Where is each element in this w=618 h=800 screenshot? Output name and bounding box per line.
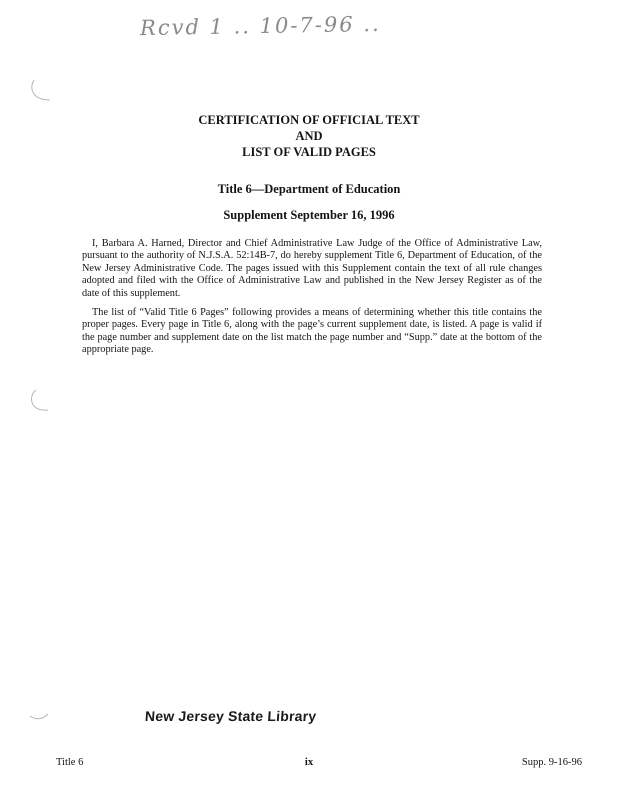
paragraph-valid-pages: The list of “Valid Title 6 Pages” following provides a means of determining whether this title contains the proper pages. Every page in Title 6, along with the page’s current supplement date, is listed. A page is valid if the page number and supplement date on the list match the page number and “Supp.” date at the bottom of the appropriate page. <box>82 307 542 356</box>
supplement-date: Supplement September 16, 1996 <box>223 208 395 222</box>
certification-header <box>0 112 618 160</box>
handwritten-received-note: Rcvd 1 .. 10-7-96 .. <box>139 11 381 41</box>
header-line-2: AND <box>295 129 323 143</box>
header-line-1: CERTIFICATION OF OFFICIAL TEXT <box>198 113 420 127</box>
certification-body <box>82 238 542 364</box>
footer-title: Title 6 <box>56 757 84 768</box>
paragraph-certification: I, Barbara A. Harned, Director and Chief Administrative Law Judge of the Office of Administrative Law, pursuant to the authority of N.J.S.A. 52:14B-7, do hereby supplement Title 6, Department of Education, of the New Jersey Administrative Code. The pages issued with this Supplement contain the text of all rule changes adopted and filed with the Office of Administrative Law and published in the New Jersey Register as of the date of this supplement. <box>82 238 542 299</box>
binder-hole-mark-top <box>26 76 60 108</box>
binder-hole-mark-middle <box>24 386 58 420</box>
department-title: Title 6—Department of Education <box>217 182 401 196</box>
header-line-3: LIST OF VALID PAGES <box>242 145 376 159</box>
library-stamp: New Jersey State Library <box>144 708 317 724</box>
binder-hole-mark-bottom <box>28 710 52 724</box>
footer-supplement: Supp. 9-16-96 <box>521 757 582 768</box>
footer-page-number: ix <box>304 757 314 768</box>
